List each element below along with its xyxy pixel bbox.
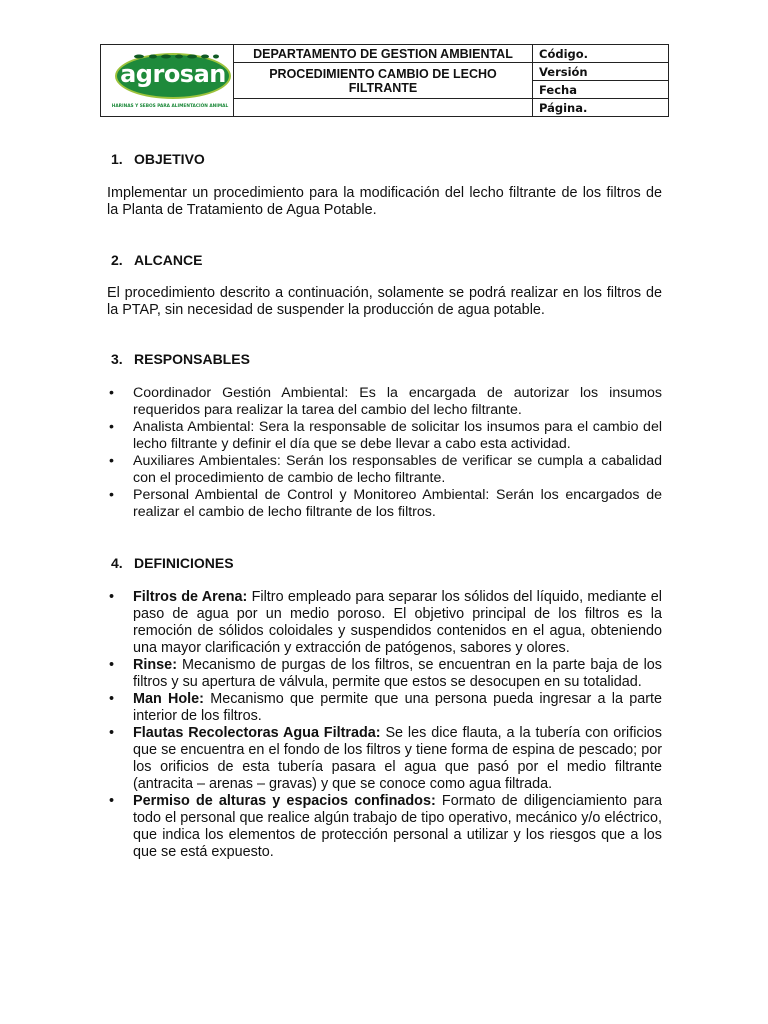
date-label: Fecha [533, 81, 669, 99]
list-item [107, 487, 662, 521]
section-number: 2. [111, 252, 123, 268]
bullet-icon: • [109, 385, 114, 401]
definition-term: Rinse: [133, 657, 177, 673]
definition-text: Filtro empleado para separar los sólidos del líquido, mediante el paso de agua por un medio poroso. El objetivo principal de los filtros es la remoción de sólidos coloidales y suspendidos contenidos en el agua, obteniendo una mayor clarificación y extracción de patógenos, sabores y olores. [133, 589, 663, 656]
logo-wordmark: agrosan [120, 59, 226, 88]
list-item [107, 385, 662, 419]
bullet-icon: • [109, 419, 114, 435]
agrosan-logo [101, 46, 233, 116]
department-title: DEPARTAMENTO DE GESTION AMBIENTAL [234, 45, 533, 63]
list-item-text: Analista Ambiental: Sera la responsable de solicitar los insumos para el cambio del lecho filtrante y definir el día que se debe llevar a cabo esta actividad. [133, 419, 662, 452]
definition-text: Mecanismo que permite que una persona pueda ingresar a la parte interior de los filtros. [133, 691, 662, 724]
definition-term: Man Hole: [133, 691, 204, 707]
list-item [107, 453, 662, 487]
list-item-text: Auxiliares Ambientales: Serán los responsables de verificar se cumpla a cabalidad con el procedimiento de cambio de lecho filtrante. [133, 453, 662, 486]
version-label: Versión [533, 63, 669, 81]
section-heading: ALCANCE [134, 252, 203, 268]
bullet-icon: • [109, 725, 115, 741]
section-number: 4. [111, 555, 123, 571]
page-label: Página. [533, 99, 669, 117]
header-empty-cell [234, 99, 533, 117]
bullet-icon: • [109, 691, 115, 707]
section-heading: DEFINICIONES [134, 555, 234, 571]
definition-term: Flautas Recolectoras Agua Filtrada: [133, 725, 381, 741]
list-item [107, 419, 662, 453]
list-item [107, 589, 662, 657]
section-heading: OBJETIVO [134, 151, 205, 167]
responsables-list [107, 385, 662, 521]
list-item [107, 793, 662, 861]
section-number: 3. [111, 351, 123, 367]
definition-text: Se les dice flauta, a la tubería con orificios que se encuentra en el fondo de los filtros y tiene forma de espina de pescado; por los orificios de esta tubería pasara el agua que pasó por el medio filtrante (antracita – arenas – gravas) y que se conoce como agua filtrada. [133, 725, 662, 792]
list-item-text: Coordinador Gestión Ambiental: Es la encargada de autorizar los insumos requeridos para realizar la tarea del cambio del lecho filtrante. [133, 385, 662, 418]
section-title-objetivo [111, 151, 205, 167]
logo-tagline: HARINAS Y SEBOS PARA ALIMENTACIÓN ANIMAL [111, 103, 229, 109]
animal-silhouettes-icon [131, 53, 221, 59]
definition-text: Formato de diligenciamiento para todo el personal que realice algún trabajo de tipo operativo, mecánico y/o eléctrico, que indica los elementos de protección personal a utilizar y los riesgos que a los que se está expuesto. [133, 793, 662, 860]
bullet-icon: • [109, 453, 114, 469]
bullet-icon: • [109, 487, 114, 503]
section-title-definiciones [111, 555, 234, 571]
code-label: Código. [533, 45, 669, 63]
section-title-alcance [111, 252, 202, 268]
list-item-text: Personal Ambiental de Control y Monitoreo Ambiental: Serán los encargados de realizar el cambio de lecho filtrante de los filtros. [133, 487, 662, 520]
bullet-icon: • [109, 793, 115, 809]
list-item [107, 691, 662, 725]
objetivo-paragraph: Implementar un procedimiento para la modificación del lecho filtrante de los filtros de la Planta de Tratamiento de Agua Potable. [107, 185, 662, 218]
section-heading: RESPONSABLES [134, 351, 250, 367]
document-header-table [100, 44, 669, 117]
section-number: 1. [111, 151, 123, 167]
logo-cell [101, 45, 234, 117]
definition-term: Permiso de alturas y espacios confinados: [133, 793, 436, 809]
definiciones-list [107, 589, 662, 861]
list-item [107, 725, 662, 793]
bullet-icon: • [109, 589, 115, 605]
list-item [107, 657, 662, 691]
bullet-icon: • [109, 657, 115, 673]
definition-term: Filtros de Arena: [133, 589, 248, 605]
alcance-paragraph: El procedimiento descrito a continuación, solamente se podrá realizar en los filtros de la PTAP, sin necesidad de suspender la producción de agua potable. [107, 285, 662, 318]
section-title-responsables [111, 351, 250, 367]
definition-text: Mecanismo de purgas de los filtros, se encuentran en la parte baja de los filtros y su apertura de válvula, permite que estos se desocupen en su totalidad. [133, 657, 662, 690]
procedure-title: PROCEDIMIENTO CAMBIO DE LECHO FILTRANTE [234, 63, 533, 99]
